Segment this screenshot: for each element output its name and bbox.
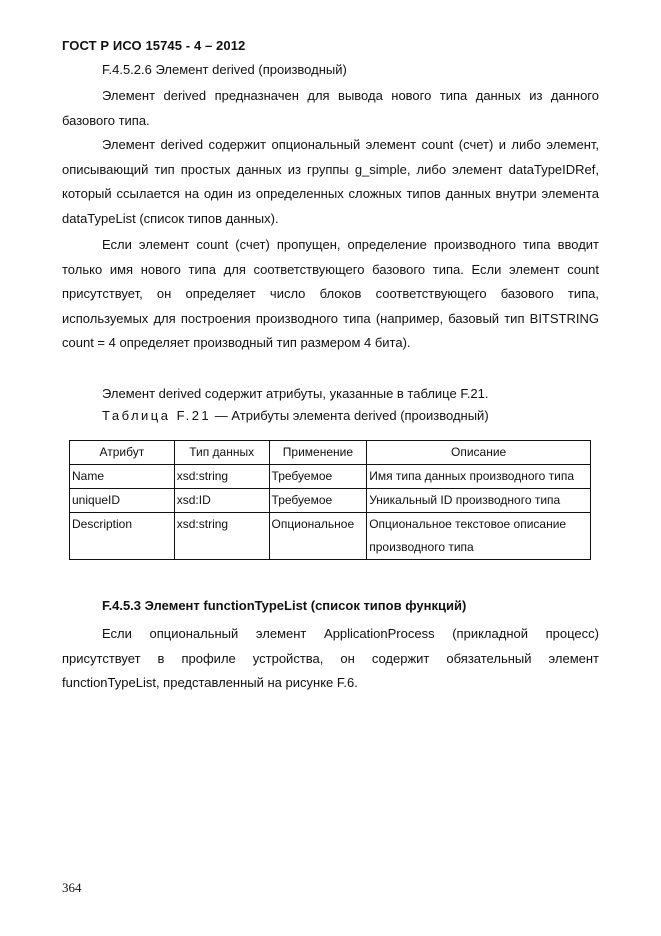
table-header-row [70, 441, 591, 465]
table-row [70, 513, 591, 560]
table-cell: Требуемое [269, 489, 367, 513]
paragraph-2: Элемент derived содержит опциональный элемент count (счет) и либо элемент, описывающий тип простых данных из группы g_simple, либо элемент dataTypeIDRef, который ссылается на один из определенных сложных типов данных внутри элемента dataTypeList (список типов данных). [62, 137, 599, 226]
table-cell: xsd:string [174, 465, 269, 489]
header-cell-attribute: Атрибут [70, 441, 175, 465]
table-cell: Description [70, 513, 175, 560]
table-cell: Опциональное текстовое описание производного типа [367, 513, 591, 560]
table-cell: Опциональное [269, 513, 367, 560]
table-cell: Требуемое [269, 465, 367, 489]
attributes-table [69, 440, 591, 560]
subsection-paragraph: Если опциональный элемент ApplicationProcess (прикладной процесс) присутствует в профиле устройства, он содержит обязательный элемент functionTypeList, представленный на рисунке F.6. [62, 626, 599, 690]
paragraph-4: Элемент derived содержит атрибуты, указанные в таблице F.21. [102, 386, 489, 401]
table-cell: xsd:string [174, 513, 269, 560]
table-cell: Имя типа данных производного типа [367, 465, 591, 489]
header-cell-usage: Применение [269, 441, 367, 465]
table-cell: uniqueID [70, 489, 175, 513]
table-cell: Name [70, 465, 175, 489]
table-cell: Уникальный ID производного типа [367, 489, 591, 513]
table-caption [102, 408, 489, 423]
subsection-heading: F.4.5.3 Элемент functionTypeList (список типов функций) [102, 598, 467, 613]
header-cell-description: Описание [367, 441, 591, 465]
table-cell: xsd:ID [174, 489, 269, 513]
header-cell-datatype: Тип данных [174, 441, 269, 465]
table-row [70, 489, 591, 513]
page-number: 364 [62, 880, 82, 895]
table-caption-label: Таблица F.21 [102, 408, 212, 423]
paragraph-3: Если элемент count (счет) пропущен, определение производного типа вводит только имя нового типа для соответствующего базового типа. Если элемент count присутствует, он определяет число блоков соответствующего базового типа, используемых для построения производного типа (например, базовый тип BITSTRING count = 4 определяет производный тип размером 4 бита). [62, 237, 599, 350]
standard-header: ГОСТ Р ИСО 15745 - 4 – 2012 [62, 38, 246, 53]
table-row [70, 465, 591, 489]
paragraph-1: Элемент derived предназначен для вывода нового типа данных из данного базового типа. [62, 88, 599, 128]
table-caption-text: — Атрибуты элемента derived (производный) [211, 408, 489, 423]
section-title: F.4.5.2.6 Элемент derived (производный) [102, 62, 347, 77]
